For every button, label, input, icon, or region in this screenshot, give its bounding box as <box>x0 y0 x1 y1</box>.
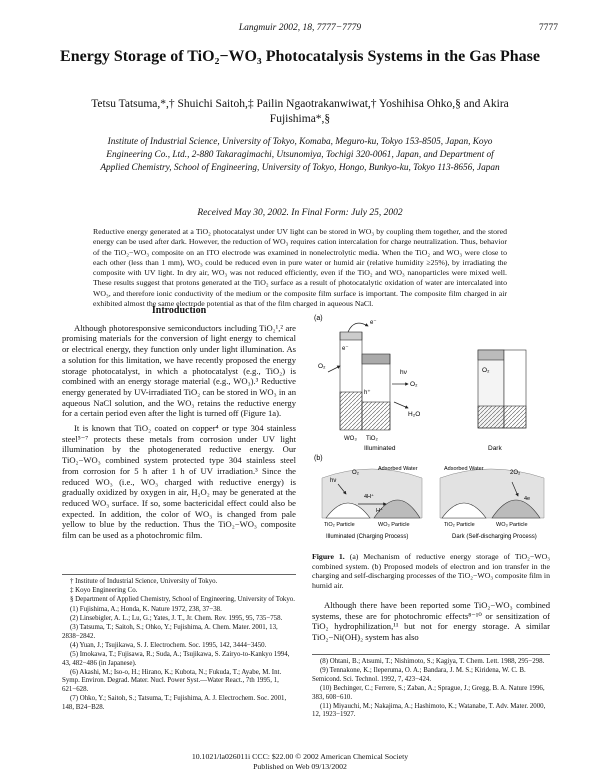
tio2-particle-label: TiO₂ Particle <box>444 522 475 528</box>
intro-paragraph: Although photoresponsive semiconductors including TiO₂¹,² are promising materials for the conversion of light energy to chemical or electrical energy, they function only under light illumination. As a solution for this limitation, we have recently proposed the energy storage photocatalyst, in which a photocatalyst (e.g., TiO₂) is combined with an energy storage material (e.g., WO₃).³ Reductive energy generated by UV-irradiated TiO₂ can be stored in WO₃ in an aqueous NaCl solution, and the WO₃ retains the reductive energy for a certain period even after the light is turned off (Figure 1a). <box>62 322 296 419</box>
footnotes <box>62 574 296 713</box>
panel-b-label: (b) <box>314 455 323 462</box>
intro-paragraph: It is known that TiO₂ coated on copper⁴ or type 304 stainless steel⁵⁻⁷ protects these metals from corrosion under UV light illumination by the photogenerated reductive energy. Our TiO₂−WO₃ combined system protected type 304 stainless steel from corrosion for 5 h after 1 h of UV irradiation.³ Since the reduced WO₃ (i.e., WO₃ charged with reductive energy) is gradually oxidized by oxygen in air, H₂O₂ may be generated at the reduced WO₃ surface. If so, some bactericidal effect could also be expected. In addition, the color of WO₃ is changed from pale yellow to blue by the reduction. Thus the TiO₂−WO₃ composite film can be used as a photochromic film. <box>62 423 296 541</box>
electron-label: e⁻ <box>342 346 349 352</box>
reference: (3) Tatsuma, T.; Saitoh, S.; Ohko, Y.; Fujishima, A. Chem. Mater. 2001, 13, 2838−2842. <box>62 623 278 640</box>
reference: (9) Tennakone, K.; Ileperuma, O. A.; Bandara, J. M. S.; Kiridena, W. C. B. Semicond. Sci. Technol. 1992, 7, 423−424. <box>312 667 526 683</box>
dark-band-diagram <box>478 350 526 452</box>
two-o2-label: 2O₂ <box>510 470 521 476</box>
proton-label: H⁺ <box>376 508 383 514</box>
reference: (2) Linsebigler, A. L.; Lu, G.; Yates, J. T., Jr. Chem. Rev. 1995, 95, 735−758. <box>70 614 283 622</box>
journal-header: Langmuir 2002, 18, 7777−7779 <box>238 23 362 33</box>
tio2-band-label: TiO₂ <box>366 436 378 442</box>
figure-caption-lead: Figure 1. <box>312 552 345 561</box>
footnote: † Institute of Industrial Science, University of Tokyo. <box>70 578 218 585</box>
introduction-section <box>62 306 296 545</box>
tio2-particle-label: TiO₂ Particle <box>324 522 355 528</box>
affiliations: Institute of Industrial Science, University of Tokyo, Komaba, Meguro-ku, Tokyo 153-8505, Japan, Koyo Engineering Co., Ltd., 2-880 Takaragimachi, Utsunomiya, Tochigi 320-0061, Japan, and Department of Applied Chemistry, School of Engineering, University of Tokyo, Hongo, Bunkyo-ku, Tokyo 113-8656, Japan <box>100 137 500 173</box>
oxygen-label: O₂ <box>318 363 326 370</box>
wo3-conduction-band <box>362 354 390 364</box>
introduction-heading: Introduction <box>151 305 207 316</box>
tio2-valence-band <box>340 392 362 430</box>
oxygen-label: O₂ <box>482 367 490 374</box>
page-footer <box>0 752 600 771</box>
four-e-label: 4e <box>524 496 531 502</box>
photon-label: hν <box>400 369 407 376</box>
right-column-text <box>312 600 550 647</box>
wo3-particle-label: WO₃ Particle <box>378 522 410 528</box>
hole-label: h⁺ <box>364 390 371 396</box>
photon-label: hν <box>330 478 337 484</box>
illuminated-label: Illuminated <box>364 445 396 452</box>
tio2-conduction-band <box>340 332 362 340</box>
charging-process-model <box>322 466 422 540</box>
abstract: Reductive energy generated at a TiO₂ photocatalyst under UV light can be stored in WO₃ by coupling them together, and the stored energy can be used after dark. However, the reduction of WO₃ requires cation intercalation for charge neutralization. Thus, behavior of the TiO₂−WO₃ composite on an ITO electrode was examined in nonelectrolytic media. When the TiO₂ and WO₃ were close to each other (less than 1 mm), WO₃ could be reduced even in pure water or humid air (relative humidity ≥25%), by irradiating the composite with UV light. In dry air, WO₃ was not reduced efficiently, even if the TiO₂ and WO₃ nanoparticles were mixed well. These results suggest that protons generated at the TiO₂ surface as a result of photocatalytic oxidation of water are intercalated into WO₃, and therefore ionic conductivity of the medium or the composite film surface is important. The composite film charged in air exhibited almost the same electrode potential as that of the film charged in aqueous NaCl. <box>93 227 507 309</box>
reference: (1) Fujishima, A.; Honda, K. Nature 1972, 238, 37−38. <box>70 605 222 613</box>
adsorbed-water-label: Adsorbed Water <box>444 466 484 472</box>
published-date: Published on Web 09/13/2002 <box>253 761 347 771</box>
body-paragraph: Although there have been reported some TiO₂−WO₃ combined systems, these are for photochromic effects⁸⁻¹⁰ or sensitization of TiO₂ hydrophilization,¹¹ but not for energy storage. A similar TiO₂−Ni(OH)₂ system has also <box>312 600 550 643</box>
discharging-label: Dark (Self-discharging Process) <box>452 534 537 540</box>
reference: (11) Miyauchi, M.; Nakajima, A.; Hashimoto, K.; Watanabe, T. Adv. Mater. 2000, 12, 1923−1927. <box>312 702 546 719</box>
charging-label: Illuminated (Charging Process) <box>326 534 409 540</box>
footnote: § Department of Applied Chemistry, School of Engineering, University of Tokyo. <box>70 596 295 604</box>
figure-1 <box>312 310 550 550</box>
figure-caption-text: (a) Mechanism of reductive energy storage of TiO₂−WO₃ combined system. (b) Proposed models of electron and ion transfer in the charging and self-discharging processes of the TiO₂−WO₃ composite film in humid air. <box>312 552 550 590</box>
dark-label: Dark <box>488 445 502 452</box>
adsorbed-water-label: Adsorbed Water <box>378 466 418 472</box>
oxygen-label: O₂ <box>410 381 418 388</box>
reference: (7) Ohko, Y.; Saitoh, S.; Tatsuma, T.; Fujishima, A. J. Electrochem. Soc. 2001, 148, B24−B28. <box>62 695 287 711</box>
wo3-valence-band <box>362 402 390 430</box>
reference: (5) Imokawa, T.; Fujisawa, R.; Suda, A.; Tsujikawa, S. Zairyo-to-Kankyo 1994, 43, 482−486 (in Japanese). <box>62 650 290 667</box>
author-list: Tetsu Tatsuma,*,† Shuichi Saitoh,‡ Pailin Ngaotrakanwiwat,† Yoshihisa Ohko,§ and Akira Fujishima*,§ <box>91 98 509 125</box>
panel-a-label: (a) <box>314 315 323 322</box>
reference: (8) Ohtani, B.; Atsumi, T.; Nishimoto, S.; Kagiya, T. Chem. Lett. 1988, 295−298. <box>320 658 545 665</box>
discharging-process-model <box>440 466 544 540</box>
electron-label: e⁻ <box>370 320 377 326</box>
reference: (4) Yuan, J.; Tsujikawa, S. J. Electrochem. Soc. 1995, 142, 3444−3450. <box>70 641 267 649</box>
doi-line: 10.1021/la026011i CCC: $22.00 © 2002 American Chemical Society <box>191 752 409 761</box>
reference: (10) Bechinger, C.; Ferrere, S.; Zaban, A.; Sprague, J.; Gregg, B. A. Nature 1996, 383, 608−610. <box>312 684 545 701</box>
figure-caption <box>312 552 550 590</box>
illuminated-band-diagram <box>318 320 420 452</box>
wo3-particle-label: WO₃ Particle <box>496 522 528 528</box>
article-title: Energy Storage of TiO₂−WO₃ Photocatalysis Systems in the Gas Phase <box>60 48 540 65</box>
right-references <box>312 654 550 721</box>
wo3-band-label: WO₃ <box>344 436 357 442</box>
page-number: 7777 <box>539 23 558 33</box>
reference: (6) Akashi, M.; Iso-o, H.; Hirano, K.; Kubota, N.; Fukuda, T.; Ayabe, M. Int. Symp. Environ. Degrad. Mater. Nucl. Power Syst.—Water React., 7th 1995, 1, 621−628. <box>62 668 282 693</box>
oxygen-label: O₂ <box>352 470 359 476</box>
water-label: H₂O <box>408 411 421 418</box>
four-h-plus-label: 4H⁺ <box>364 494 374 500</box>
footnote: ‡ Koyo Engineering Co. <box>70 587 138 595</box>
received-dates: Received May 30, 2002. In Final Form: July 25, 2002 <box>197 208 403 218</box>
